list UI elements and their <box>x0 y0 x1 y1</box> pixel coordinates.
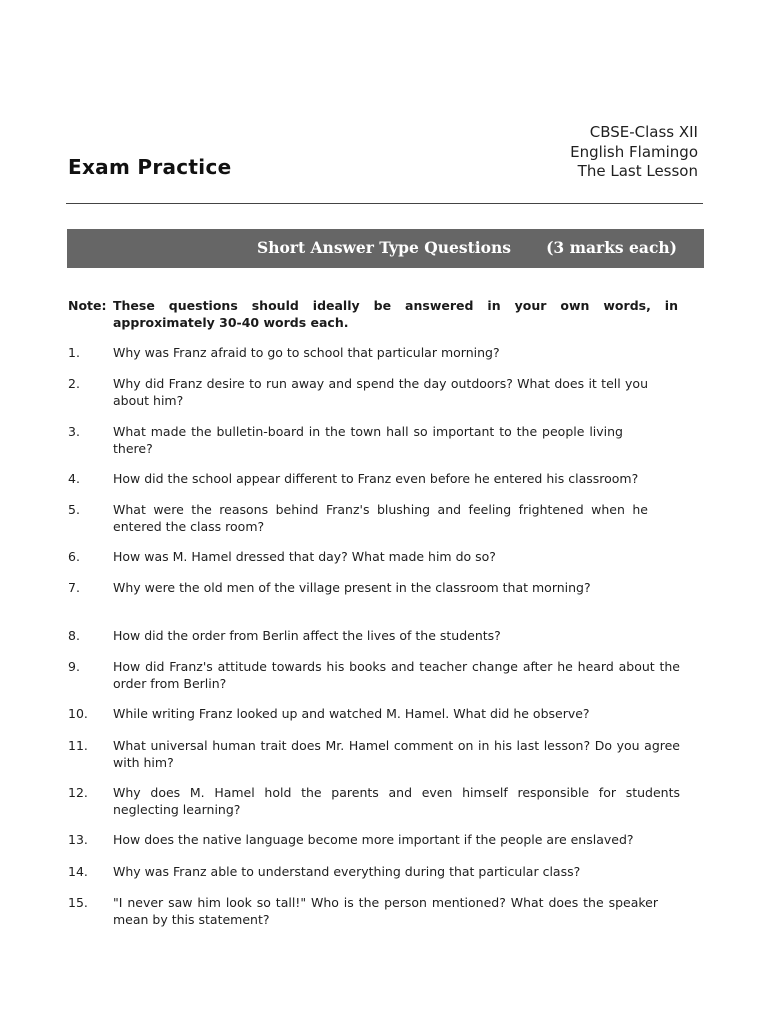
question-item <box>68 864 680 881</box>
question-text: What were the reasons behind Franz's blushing and feeling frightened when he entered the class room? <box>113 502 648 534</box>
question-text: What universal human trait does Mr. Hamel comment on in his last lesson? Do you agree with him? <box>113 738 680 770</box>
question-text: How was M. Hamel dressed that day? What made him do so? <box>113 549 496 564</box>
question-number: 5. <box>68 502 80 517</box>
question-item <box>68 376 680 409</box>
question-item <box>68 706 680 723</box>
question-item <box>68 738 680 771</box>
question-item <box>68 471 680 488</box>
meta-chapter: The Last Lesson <box>577 162 698 180</box>
question-number: 15. <box>68 895 88 910</box>
question-text: Why does M. Hamel hold the parents and even himself responsible for students neglecting learning? <box>113 785 680 817</box>
question-number: 14. <box>68 864 88 879</box>
question-number: 1. <box>68 345 80 360</box>
question-item <box>68 502 680 535</box>
question-item <box>68 785 680 818</box>
question-item <box>68 345 680 362</box>
question-item <box>68 580 680 597</box>
question-number: 7. <box>68 580 80 595</box>
question-item <box>68 549 680 566</box>
document-meta <box>570 123 698 182</box>
note-label: Note: <box>68 298 107 313</box>
question-text: What made the bulletin-board in the town hall so important to the people living there? <box>113 424 623 456</box>
question-number: 11. <box>68 738 88 753</box>
question-number: 10. <box>68 706 88 721</box>
question-item <box>68 659 680 692</box>
section-marks: (3 marks each) <box>546 238 677 257</box>
question-number: 2. <box>68 376 80 391</box>
question-text: Why were the old men of the village present in the classroom that morning? <box>113 580 591 595</box>
question-text: Why was Franz able to understand everything during that particular class? <box>113 864 581 879</box>
question-item <box>68 895 680 928</box>
question-number: 12. <box>68 785 88 800</box>
question-text: "I never saw him look so tall!" Who is the person mentioned? What does the speaker mean by this statement? <box>113 895 658 927</box>
question-number: 4. <box>68 471 80 486</box>
question-text: How did Franz's attitude towards his books and teacher change after he heard about the order from Berlin? <box>113 659 680 691</box>
question-text: How does the native language become more important if the people are enslaved? <box>113 832 634 847</box>
question-number: 9. <box>68 659 80 674</box>
question-text: Why was Franz afraid to go to school that particular morning? <box>113 345 500 360</box>
meta-class: CBSE-Class XII <box>589 123 698 141</box>
question-text: While writing Franz looked up and watched M. Hamel. What did he observe? <box>113 706 590 721</box>
instruction-note <box>68 298 678 331</box>
question-text: How did the order from Berlin affect the lives of the students? <box>113 628 501 643</box>
meta-subject: English Flamingo <box>570 142 698 161</box>
page-title: Exam Practice <box>68 155 232 179</box>
question-number: 13. <box>68 832 88 847</box>
question-text: Why did Franz desire to run away and spend the day outdoors? What does it tell you about him? <box>113 376 648 408</box>
question-item <box>68 424 680 457</box>
question-item <box>68 628 680 645</box>
question-number: 3. <box>68 424 80 439</box>
header-divider <box>66 203 703 204</box>
section-title: Short Answer Type Questions <box>257 238 511 257</box>
question-item <box>68 832 680 849</box>
note-text: These questions should ideally be answered in your own words, in approximately 30-40 words each. <box>113 298 678 330</box>
question-number: 8. <box>68 628 80 643</box>
section-banner <box>67 229 704 268</box>
question-number: 6. <box>68 549 80 564</box>
question-text: How did the school appear different to Franz even before he entered his classroom? <box>113 471 639 486</box>
